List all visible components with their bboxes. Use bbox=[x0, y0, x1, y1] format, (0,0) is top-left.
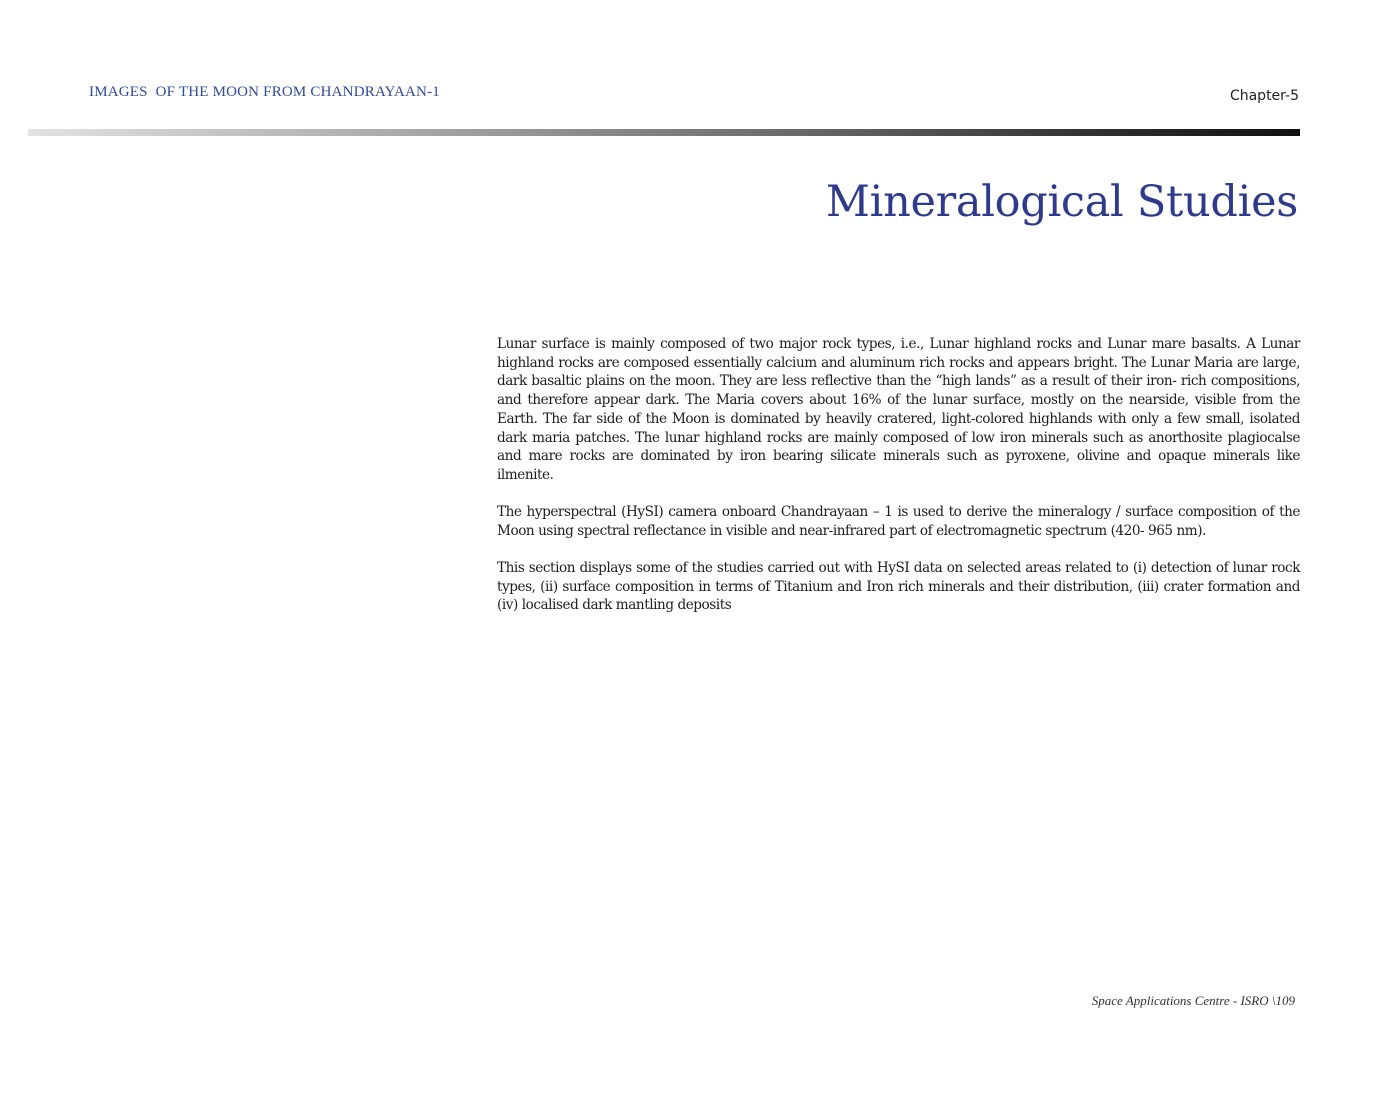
paragraph-section-overview: This section displays some of the studies carried out with HySI data on selected areas related to (i) detection of lunar rock types, (ii) surface composition in terms of Titanium and Iron rich minerals and their distribution, (iii) crater formation and (iv) localised dark mantling deposits bbox=[497, 560, 1300, 614]
chapter-label: Chapter-5 bbox=[1229, 88, 1299, 104]
header-rule bbox=[28, 129, 1300, 136]
page-footer: Space Applications Centre - ISRO \109 bbox=[1091, 993, 1295, 1008]
chapter-title: Mineralogical Studies bbox=[825, 177, 1298, 227]
body-text bbox=[497, 335, 1300, 634]
paragraph-rock-types: Lunar surface is mainly composed of two major rock types, i.e., Lunar highland rocks and Lunar mare basalts. A Lunar highland rocks are composed essentially calcium and aluminum rich rocks and appears bright. The Lunar Maria are large, dark basaltic plains on the moon. They are less reflective than the “high lands” as a result of their iron- rich compositions, and therefore appear dark. The Maria covers about 16% of the lunar surface, mostly on the nearside, visible from the Earth. The far side of the Moon is dominated by heavily cratered, light-colored highlands with only a few small, isolated dark maria patches. The lunar highland rocks are mainly composed of low iron minerals such as anorthosite plagiocalse and mare rocks are dominated by iron bearing silicate minerals such as pyroxene, olivine and opaque minerals like ilmenite. bbox=[497, 336, 1300, 483]
running-header: IMAGES OF THE MOON FROM CHANDRAYAAN-1 bbox=[89, 84, 440, 100]
paragraph-hysi-camera: The hyperspectral (HySI) camera onboard Chandrayaan – 1 is used to derive the mineralogy / surface composition of the Moon using spectral reflectance in visible and near-infrared part of electromagnetic spectrum (420- 965 nm). bbox=[497, 504, 1300, 539]
